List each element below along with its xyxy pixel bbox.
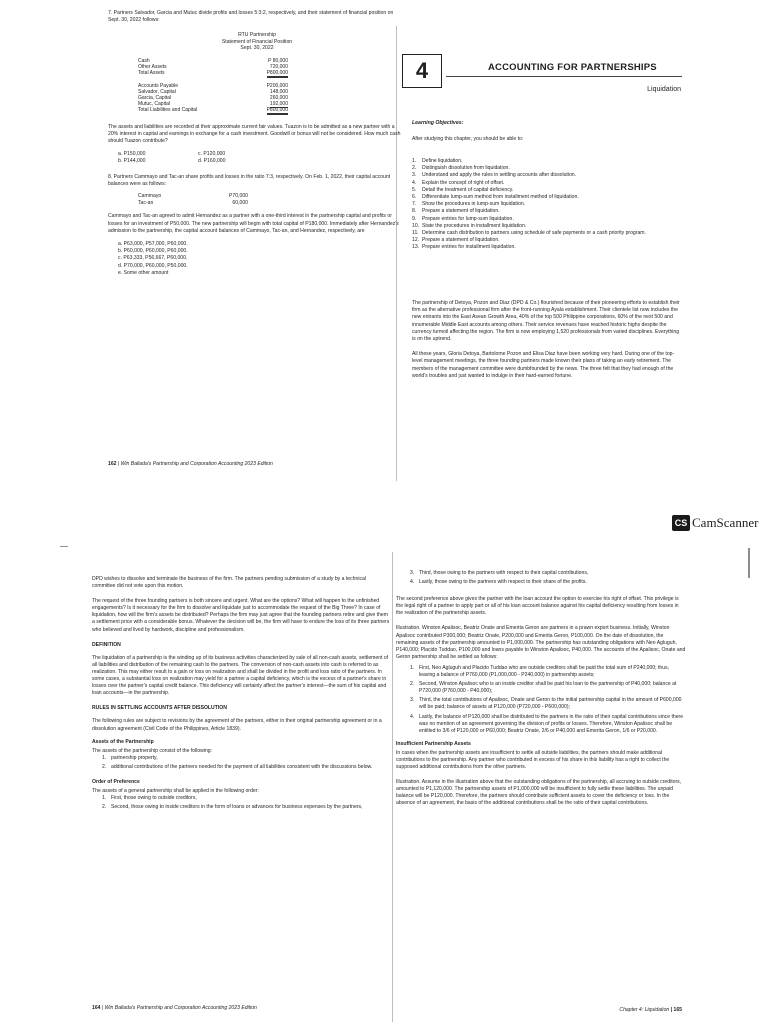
list-item: 1. First, those owing to outside creditors, [102, 795, 197, 802]
question-8-balances [138, 193, 406, 207]
chapter-rule [446, 76, 682, 77]
scan-edge-mark [748, 548, 750, 578]
choice: b. P144,000 [118, 158, 146, 165]
choice: c. P120,000 [198, 151, 226, 158]
page-165 [396, 570, 686, 1024]
list-item: 1. partnership property, [102, 754, 158, 761]
question-8-choices [118, 241, 406, 277]
objective-text: Prepare entries for installment liquidation. [422, 244, 516, 251]
body-paragraph: The request of the three founding partners is both sincere and urgent. What are the options? What will happen to the unfinished engagements? Is it necessary for the firm to dissolve and liquidate just to accommodate the request of the Big Three? In case of liquidation, how will the firm's assets be distributed? Perhaps the firm may just agree that the founding partners retire and give them a settlement price with a considerable bonus. Whatever the decision will be, the firm will have to endure the loss of its three partners who believed and lived by hardwork, discipline and professionalism. [92, 598, 390, 633]
page-footer [108, 461, 273, 468]
objectives-intro: After studying this chapter, you should be able to: [412, 136, 524, 142]
row-amount: P 80,000 [268, 57, 288, 64]
row-label: Other Assets [138, 64, 167, 71]
list-item: 5. Detail the treatment of capital deficiency. [412, 186, 514, 193]
list-item: 1. First, Neo Agluguh and Placido Tuddao who are outside creditors shall be paid the total sum of P240,000; thus, leaving a balance of P760,000 (P1,000,000 - P240,000) in partnership assets; [410, 665, 686, 679]
list-item: 7. Show the procedures in lump-sum liquidation. [412, 201, 526, 208]
objective-text: Differentiate lump-sum method from installment method of liquidation. [422, 194, 579, 201]
list-item-text: Lastly, the balance of P120,000 shall be distributed to the partners in the ratio of their capital contributions since there was no mention of an agreement governing the division of profits or losses. Therefore, Winston Apalisoc shall be entitled to 3/6 of P120,000 or P60,000; Beatriz Onate, 2/6 or P40,000 and Emerita Geron, 1/6 or P20,000. [419, 713, 684, 734]
footer-chapter-title: Chapter 4: Liquidation [619, 1006, 670, 1013]
order-list-continued [410, 570, 686, 586]
list-item: 6. Differentiate lump-sum method from installment method of liquidation. [412, 194, 579, 201]
objective-text: Determine cash distribution to partners using schedule of safe payments or a cash priority program. [422, 230, 646, 237]
row-amount: P200,000 [266, 82, 288, 89]
question-7-choices [118, 151, 278, 165]
partner-name: Cammayo [138, 192, 162, 199]
assets-list [102, 755, 390, 771]
rules-paragraph: The following rules are subject to revisions by the agreement of the partners, either in their original partnership agreement or in a dissolution agreement (Civil Code of the Philippines, Article 1839). [92, 718, 382, 732]
objective-text: Prepare entries for lump-sum liquidation. [422, 215, 514, 222]
statement-title-line: Sept. 30, 2022 [240, 45, 274, 52]
statement-title-line: RTU Partnership [238, 32, 276, 39]
choice: e. Some other amount [118, 269, 169, 276]
objective-text: Explain the concept of right of offset. [422, 179, 505, 186]
objective-text: Show the procedures in lump-sum liquidation. [422, 201, 526, 208]
row-amount: 260,000 [269, 94, 288, 101]
objectives-list [412, 158, 680, 252]
list-item: 2. Second, those owing to inside creditors in the form of loans or advances for business expenses by the partners, [102, 804, 363, 811]
objective-text: Prepare a statement of liquidation. [422, 237, 500, 244]
chapter-number-box: 4 [402, 54, 442, 88]
list-item: 3. Third, the total contributions of Apalisoc, Onate and Geron to the initial partnership capital in the amount of P600,000 will be paid; balance of assets at P120,000 (P720,000 - P600,000); [410, 697, 686, 711]
list-item: 8. Prepare a statement of liquidation. [412, 208, 500, 215]
list-item-text: additional contributions of the partners needed for the payment of all liabilities consistent with the discussions below. [111, 763, 373, 770]
row-amount: P800,000 [266, 70, 288, 77]
list-item: 4. Lastly, the balance of P120,000 shall be distributed to the partners in the ratio of their capital contributions since there was no mention of an agreement governing the division of profits or losses. Therefore, Winston Apalisoc shall be entitled to 3/6 of P120,000 or P60,000; Beatriz Onate, 2/6 or P40,000 and Emerita Geron, 1/6 or P20,000. [410, 714, 686, 735]
list-item: 11. Determine cash distribution to partners using schedule of safe payments or a cash priority program. [412, 230, 646, 237]
list-item: 2. Second, Winston Apalisoc who is an inside creditor shall be paid his loan to the partnership of P40,000; balance at P720,000 (P760,000 - P40,000); [410, 681, 686, 695]
list-item-text: Second, Winston Apalisoc who is an inside creditor shall be paid his loan to the partnership of P40,000; balance at P720,000 (P760,000 - P40,000); [419, 681, 677, 695]
page-footer [92, 1005, 257, 1012]
camscanner-watermark [672, 515, 758, 531]
body-paragraph: DPD wishes to dissolve and terminate the business of the firm. The partners pending submission of a study by a technical committee did not vote upon this motion. [92, 576, 366, 590]
scan-edge-mark-left [60, 546, 68, 547]
row-amount: 148,000 [269, 88, 288, 95]
chapter-subtitle: Liquidation [647, 86, 681, 93]
objective-text: Detail the treatment of capital deficiency. [422, 186, 514, 193]
question-8-intro: 8. Partners Cammayo and Tac-an share profits and losses in the ratio 7:3, respectively. On Feb. 1, 2022, their capital account balances were as follows: [108, 173, 391, 187]
list-item: 1. Define liquidation. [412, 158, 463, 164]
list-item-text: First, those owing to outside creditors, [111, 795, 197, 802]
row-amount: 192,000 [269, 101, 288, 108]
choice: d. P70,000, P60,000, P50,000. [118, 262, 188, 269]
question-8-body: Cammayo and Tac-an agreed to admit Hernandez as a partner with a one-third interest in the partnership capital and profits or losses for an investment of P50,000. The new partnership will begin with total capital of P180,000. Immediately after Hernandez's admission to the partnership, the capital account balances of Cammayo, Tac-an, and Hernandez, respectively, are [108, 213, 399, 234]
page-number: | 165 [670, 1006, 682, 1013]
list-item-text: Second, those owing to inside creditors in the form of loans or advances for business expenses by the partners, [111, 804, 363, 811]
page-number: 164 [92, 1004, 101, 1011]
page-162 [108, 10, 406, 480]
page-number: 162 [108, 460, 117, 467]
financial-position-table [138, 58, 288, 114]
footer-book-title: | Win Ballada's Partnership and Corporation Accounting 2023 Edition [101, 1004, 257, 1011]
question-7-intro: 7. Partners Salvador, Garcia and Mutuc divide profits and losses 5:3:2, respectively, and their statement of financial position on Sept. 30, 2022 follows: [108, 10, 394, 24]
page-fold-bottom [392, 552, 393, 1022]
list-item-text: First, Neo Agluguh and Placido Tuddao who are outside creditors shall be paid the total sum of P240,000; thus, leaving a balance of P760,000 (P1,000,000 - P240,000) in partnership assets; [419, 664, 670, 679]
row-label: Mutuc, Capital [138, 101, 170, 108]
partner-balance: 60,000 [232, 200, 248, 207]
row-label: Accounts Payable [138, 82, 179, 89]
list-item: 4. Lastly, those owing to the partners with respect to their share of the profits. [410, 579, 587, 586]
page-footer [619, 1007, 682, 1014]
subheading-order: Order of Preference [92, 778, 140, 785]
objective-text: Understand and apply the rules in settling accounts after dissolution. [422, 172, 577, 179]
list-item: 9. Prepare entries for lump-sum liquidation. [412, 215, 514, 222]
statement-title-line: Statement of Financial Position [221, 38, 293, 45]
row-amount: P800,000 [266, 107, 288, 114]
objective-text: State the procedures in installment liquidation. [422, 222, 527, 229]
choice: c. P63,333, P56,667, P60,000. [118, 255, 188, 262]
row-label: Salvador, Capital [138, 88, 176, 95]
row-label: Cash [138, 57, 150, 64]
page-163 [398, 32, 683, 472]
right-of-offset-paragraph: The second preference above gives the partner with the loan account the option to exercise his right of offset. This privilege is the legal right of a partner to apply part or all of his loan account balance against his capital deficiency resulting from losses in the realization of the partnership assets. [396, 596, 679, 617]
list-item: 12. Prepare a statement of liquidation. [412, 237, 500, 244]
camscanner-logo-icon: CS [672, 515, 690, 531]
row-label: Garcia, Capital [138, 94, 172, 101]
partner-name: Tac-an [138, 200, 154, 207]
choice: b. P60,000, P60,000, P60,000. [118, 248, 188, 255]
list-item-text: Third, those owing to the partners with respect to their capital contributions, [419, 570, 589, 576]
statement-title [108, 32, 406, 52]
definition-paragraph: The liquidation of a partnership is the winding up of its business activities characterized by sale of all non-cash assets, settlement of all liabilities and distribution of the remaining cash to the partners. The conversion of non-cash assets into cash is referred to as realization. This may either result to a gain or loss on realization and shall be divided in the profit and loss ratio of the partners. In some cases, a substantial loss on realization may yield for a partner a capital deficiency, which is the excess of a partner's share in losses over the partner's capital credit balance. This deficiency will certainly affect the partner's interest—the sum of his capital and loan accounts—in the partnership. [92, 654, 389, 697]
row-label: Total Liabilities and Capital [138, 107, 198, 114]
order-intro: The assets of a general partnership shall be applied in the following order: [92, 788, 259, 795]
list-item: 3. Understand and apply the rules in settling accounts after dissolution. [412, 172, 577, 179]
objective-text: Define liquidation. [422, 158, 463, 164]
page-164 [92, 576, 390, 1024]
section-heading-definition: DEFINITION [92, 641, 121, 648]
chapter-intro [412, 300, 680, 388]
assets-intro: The assets of the partnership consist of the following: [92, 747, 213, 754]
partner-balance: P70,000 [229, 192, 248, 199]
chapter-title: ACCOUNTING FOR PARTNERSHIPS [488, 62, 657, 73]
choice: d. P160,000 [198, 158, 226, 165]
illustration-paragraph: Illustration. Winston Apalisoc, Beatriz Onate and Emerita Geron are partners in a prawn export business. Initially, Winston Apalisoc contributed P300,000; Beatriz Onate, P200,000 and Emerita Geron, P100,000. On the date of dissolution, the remaining assets of the partnership amounted to P1,000,000. The partnership has outstanding obligations with Neo Agluguh, P140,000; Placido Tuddao, P100,000 and loans payable to Winston Apalisoc, P40,000. The accounts of the Apalisoc, Onate and Geron partnership shall be settled as follows: [396, 625, 686, 660]
list-item-text: Lastly, those owing to the partners with respect to their share of the profits. [419, 579, 587, 586]
list-item-text: Third, the total contributions of Apalisoc, Onate and Geron to the initial partnership capital in the amount of P600,000 will be paid; balance of assets at P120,000 (P720,000 - P600,000); [419, 697, 682, 711]
order-list [102, 795, 390, 811]
insufficient-paragraph: In cases when the partnership assets are insufficient to settle all outside liabilities, the partners should make additional contributions to the partnership. Any partner who contributed in excess of his share in this liability has a right to collect the supposed additional contributions from the other partners. [396, 749, 670, 771]
list-item: 2. Distinguish dissolution from liquidation. [412, 165, 510, 172]
row-label: Total Assets [138, 70, 165, 77]
section-heading-rules: RULES IN SETTLING ACCOUNTS AFTER DISSOLUTION [92, 705, 227, 712]
row-amount: 720,000 [269, 64, 288, 71]
choice: a. P150,000 [118, 151, 146, 158]
subheading-assets: Assets of the Partnership [92, 738, 154, 745]
objective-text: Distinguish dissolution from liquidation. [422, 165, 510, 172]
list-item: 2. additional contributions of the partners needed for the payment of all liabilities consistent with the discussions below. [102, 763, 373, 770]
intro-paragraph: All these years, Gloria Detoya, Bartolome Pozon and Elisa Diaz have been working very hard. During one of the top-level management meetings, the three founding partners made known their plans of taking an early retirement. The members of the management committee were dumbfounded by the news. The three felt that they had enough of the world's troubles and just wanted to indulge in their hard-earned fortune. [412, 351, 675, 379]
list-item-text: partnership property, [111, 754, 158, 761]
list-item: 4. Explain the concept of right of offset. [412, 179, 505, 186]
camscanner-label: CamScanner [692, 515, 759, 530]
intro-paragraph: The partnership of Detoya, Pozon and Diaz (DPD & Co.) flourished because of their pioneering efforts to establish their firm as the alternative professional firm after the front-running Ayala establishment. Their clientele list now includes the new entrants into the East Asean Growth Area, 40% of the top 500 Philippine corporations, 60% of the next 500 and innumerable Middle East accounts among others. Their service revenues have reached historic highs despite the currency turmoil affecting the region. The firm is now employing 1,520 professionals from varied disciplines. Everything is on the uptrend. [412, 300, 680, 343]
question-7-body: The assets and liabilities are recorded at their approximate current fair values. Tuazon is to be admitted as a new partner with a 20% interest in capital and earnings in exchange for a cash investment. Goodwill or bonus will not be considered. How much cash should Tuazon contribute? [108, 123, 401, 144]
list-item: 13. Prepare entries for installment liquidation. [412, 244, 516, 251]
footer-book-title: | Win Ballada's Partnership and Corporation Accounting 2023 Edition [117, 460, 273, 467]
illustration-paragraph: Illustration. Assume in the illustration above that the outstanding obligations of the partnership, all accruing to outside creditors, amounted to P1,120,000. The partnership assets of P1,000,000 will be insufficient to fully settle these liabilities. The unpaid balance will be P120,000. Therefore, the partners should contribute sufficient assets to cover the deficiency or loss. In the absence of an agreement, the basis of the additional contributions shall be the ratio of their capital contributions. [396, 779, 682, 807]
illustration-steps [410, 665, 686, 735]
objective-text: Prepare a statement of liquidation. [422, 208, 500, 215]
choice: a. P63,000, P57,000, P60,000. [118, 240, 188, 247]
list-item: 3. Third, those owing to the partners with respect to their capital contributions, [410, 570, 589, 576]
list-item: 10. State the procedures in installment liquidation. [412, 222, 527, 229]
table-row [138, 107, 288, 113]
objectives-heading: Learning Objectives: [412, 120, 464, 126]
subheading-insufficient-assets: Insufficient Partnership Assets [396, 740, 471, 747]
